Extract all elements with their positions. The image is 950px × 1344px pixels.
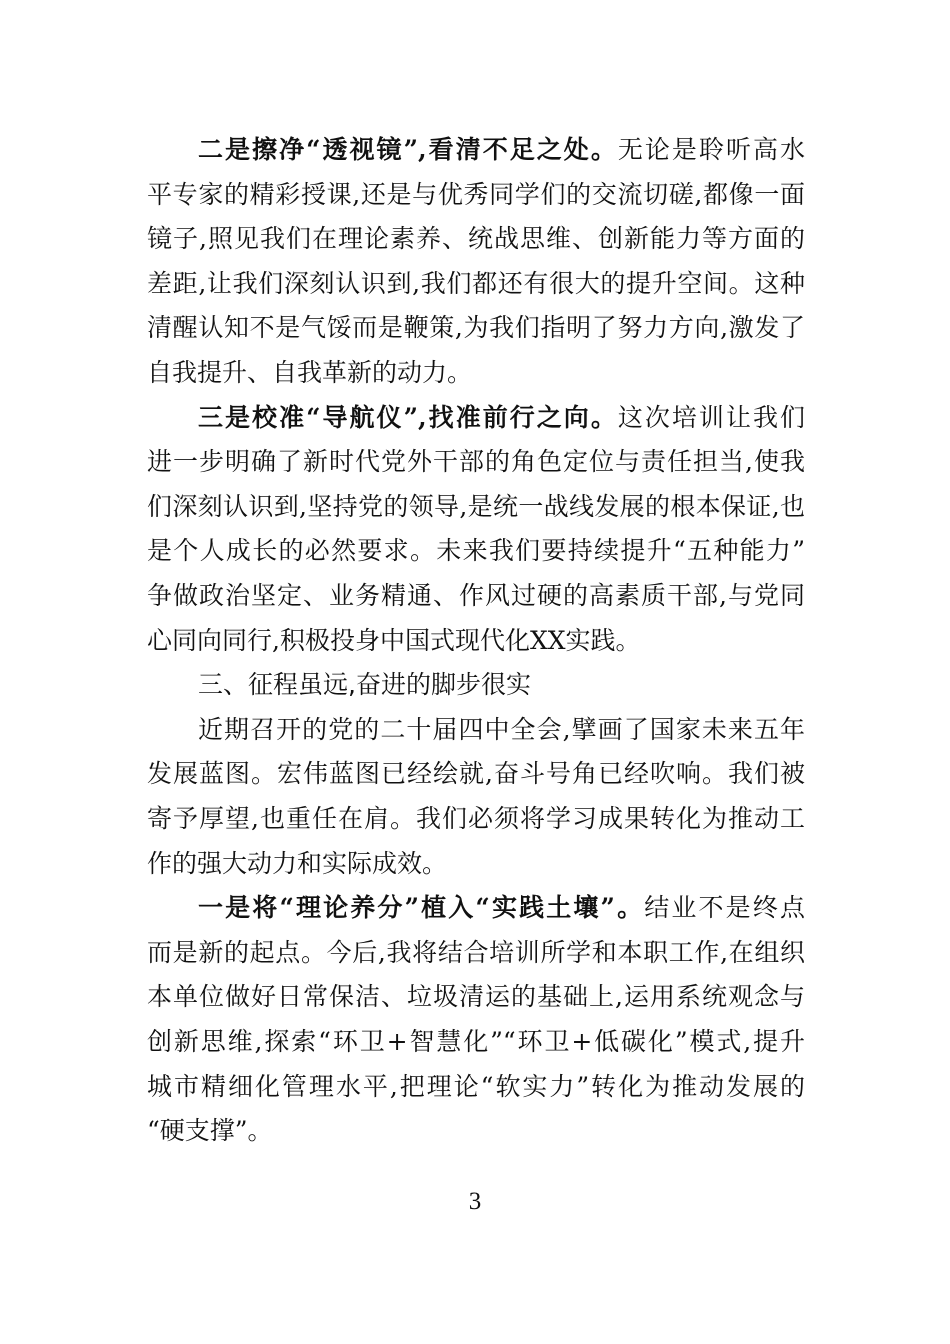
- paragraph-line: [147, 311, 805, 345]
- line-text: 近期召开的党的二十届四中全会,擘画了国家未来五年: [198, 714, 805, 744]
- paragraph-line: [147, 222, 805, 256]
- line-text: 创新思维,探索“环卫+智慧化”“环卫+低碳化”模式,提升: [147, 1027, 805, 1056]
- paragraph-line: [147, 980, 805, 1014]
- paragraph-line: [198, 133, 805, 167]
- paragraph-line: [147, 1025, 805, 1059]
- paragraph-line: [147, 802, 805, 836]
- paragraph-line: [147, 1070, 805, 1104]
- line-text: 本单位做好日常保洁、垃圾清运的基础上,运用系统观念与: [147, 982, 805, 1012]
- line-text: 无论是聆听高水: [617, 135, 805, 164]
- line-text: 自我提升、自我革新的动力。: [147, 358, 473, 387]
- line-text: 心同向同行,积极投身中国式现代化XX实践。: [147, 625, 641, 655]
- paragraph-line: [147, 624, 805, 658]
- paragraph-lead-bold: 三是校准“导航仪”,找准前行之向。: [198, 402, 618, 432]
- paragraph-lead-bold: 二是擦净“透视镜”,看清不足之处。: [198, 135, 618, 164]
- paragraph-line: [147, 267, 805, 301]
- line-text: 平专家的精彩授课,还是与优秀同学们的交流切磋,都像一面: [147, 179, 805, 209]
- paragraph-lead-bold: 一是将“理论养分”植入“实践土壤”。: [198, 893, 645, 923]
- line-text: 寄予厚望,也重任在肩。我们必须将学习成果转化为推动工: [147, 804, 805, 833]
- line-text: 进一步明确了新时代党外干部的角色定位与责任担当,使我: [147, 447, 805, 477]
- line-text: 争做政治坚定、业务精通、作风过硬的高素质干部,与党同: [147, 581, 805, 610]
- line-text: 清醒认知不是气馁而是鞭策,为我们指明了努力方向,激发了: [147, 313, 805, 343]
- line-text: 发展蓝图。宏伟蓝图已经绘就,奋斗号角已经吹响。我们被: [147, 759, 805, 789]
- line-text: 差距,让我们深刻认识到,我们都还有很大的提升空间。这种: [147, 268, 805, 298]
- line-text: 三、征程虽远,奋进的脚步很实: [198, 670, 531, 700]
- paragraph-line: [198, 891, 805, 925]
- section-heading: [198, 668, 805, 702]
- line-text: 作的强大动力和实际成效。: [147, 848, 448, 878]
- paragraph-line: [147, 534, 805, 568]
- line-text: 结业不是终点: [644, 893, 805, 923]
- page-number: 3: [468, 1188, 482, 1215]
- line-text: 镜子,照见我们在理论素养、统战思维、创新能力等方面的: [147, 224, 805, 254]
- line-text: 这次培训让我们: [617, 402, 805, 432]
- paragraph-line: [147, 178, 805, 212]
- paragraph-line: [147, 757, 805, 791]
- line-text: 而是新的起点。今后,我将结合培训所学和本职工作,在组织: [147, 937, 805, 967]
- line-text: 是个人成长的必然要求。未来我们要持续提升“五种能力”: [147, 536, 805, 566]
- paragraph-line: [147, 445, 805, 479]
- paragraph-line: [147, 490, 805, 524]
- paragraph-line: [147, 936, 805, 970]
- line-text: 们深刻认识到,坚持党的领导,是统一战线发展的根本保证,也: [147, 491, 805, 521]
- line-text: 城市精细化管理水平,把理论“软实力”转化为推动发展的: [147, 1071, 805, 1101]
- paragraph-line: [147, 356, 805, 390]
- paragraph-line: [147, 847, 805, 881]
- line-text: “硬支撑”。: [147, 1116, 273, 1146]
- paragraph-line: [147, 1114, 805, 1148]
- paragraph-line: [147, 579, 805, 613]
- paragraph-line: [198, 713, 805, 747]
- paragraph-line: [198, 401, 805, 435]
